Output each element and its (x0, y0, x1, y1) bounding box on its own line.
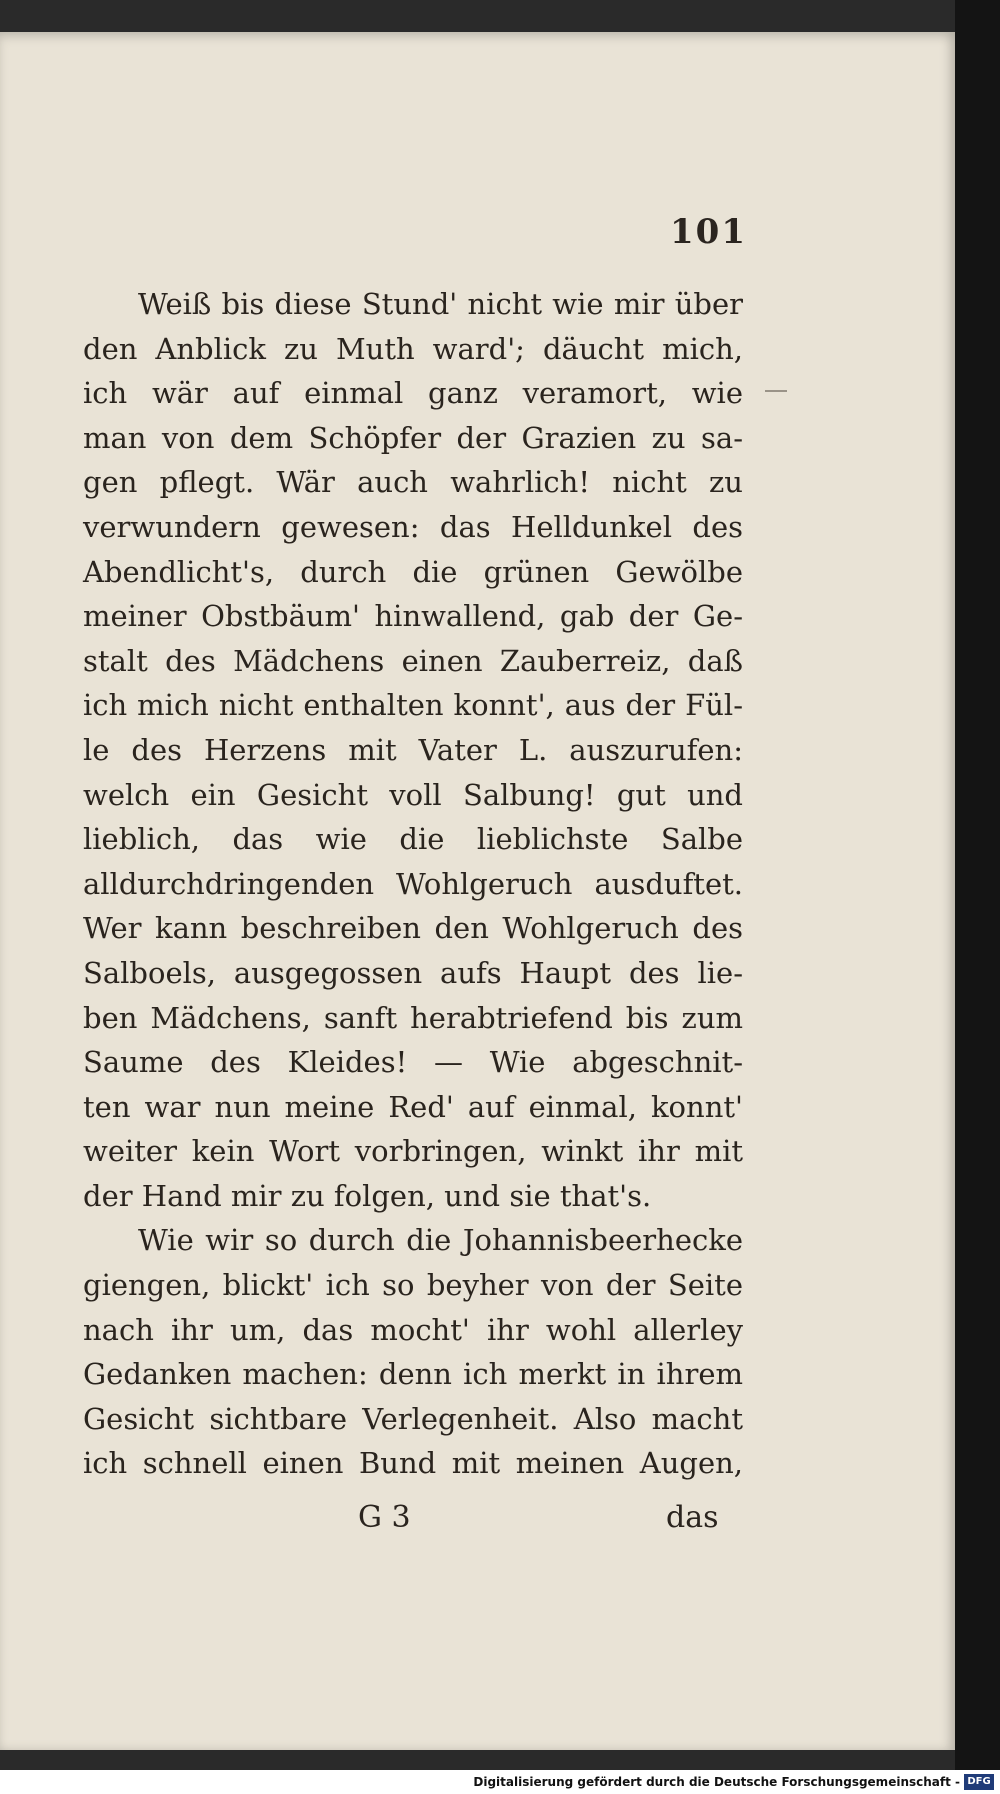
text-line: welch ein Gesicht voll Salbung! gut und (83, 777, 743, 812)
scan-right-edge (955, 0, 1000, 1770)
text-line: lieblich, das wie die lieblichste Salbe (83, 822, 743, 857)
text-line: ich schnell einen Bund mit meinen Augen, (83, 1446, 743, 1481)
text-line: ich wär auf einmal ganz veramort, wie (83, 376, 743, 411)
text-line: weiter kein Wort vorbringen, winkt ihr mit (83, 1134, 743, 1169)
dfg-logo: DFG (964, 1774, 994, 1790)
body-text (83, 282, 743, 1486)
text-line: ich mich nicht enthalten konnt', aus der Fül- (83, 688, 743, 723)
text-line: den Anblick zu Muth ward'; däucht mich, (83, 331, 743, 366)
text-line: Wer kann beschreiben den Wohlgeruch des (83, 911, 743, 946)
text-line: alldurchdringenden Wohlgeruch ausduftet. (83, 866, 743, 901)
text-line: man von dem Schöpfer der Grazien zu sa- (83, 420, 743, 455)
footer-credit: Digitalisierung gefördert durch die Deutsche Forschungsgemeinschaft - (473, 1775, 960, 1789)
text-line: stalt des Mädchens einen Zauberreiz, daß (83, 643, 743, 678)
text-line: Salboels, ausgegossen aufs Haupt des lie- (83, 955, 743, 990)
text-line: meiner Obstbäum' hinwallend, gab der Ge- (83, 599, 743, 634)
margin-mark (765, 390, 787, 392)
text-line: Wie wir so durch die Johannisbeerhecke (138, 1223, 743, 1258)
text-line: Abendlicht's, durch die grünen Gewölbe (83, 554, 743, 589)
text-line: gen pflegt. Wär auch wahrlich! nicht zu (83, 465, 743, 500)
text-line: Saume des Kleides! — Wie abgeschnit- (83, 1045, 743, 1080)
text-line: ben Mädchens, sanft herabtriefend bis zum (83, 1000, 743, 1035)
text-line: der Hand mir zu folgen, und sie that's. (83, 1178, 652, 1213)
text-line: verwundern gewesen: das Helldunkel des (83, 509, 743, 544)
text-line: giengen, blickt' ich so beyher von der Seite (83, 1268, 743, 1303)
signature-mark: G 3 (358, 1500, 411, 1535)
text-line: ten war nun meine Red' auf einmal, konnt' (83, 1089, 743, 1124)
text-line: Weiß bis diese Stund' nicht wie mir über (138, 287, 743, 321)
text-line: nach ihr um, das mocht' ihr wohl allerley (83, 1312, 743, 1347)
book-page (0, 32, 955, 1750)
text-line: Gesicht sichtbare Verlegenheit. Also macht (83, 1401, 743, 1436)
page-number: 101 (670, 212, 747, 252)
text-line: le des Herzens mit Vater L. auszurufen: (83, 732, 743, 767)
catchword: das (666, 1500, 719, 1535)
text-line: Gedanken machen: denn ich merkt in ihrem (83, 1357, 743, 1392)
